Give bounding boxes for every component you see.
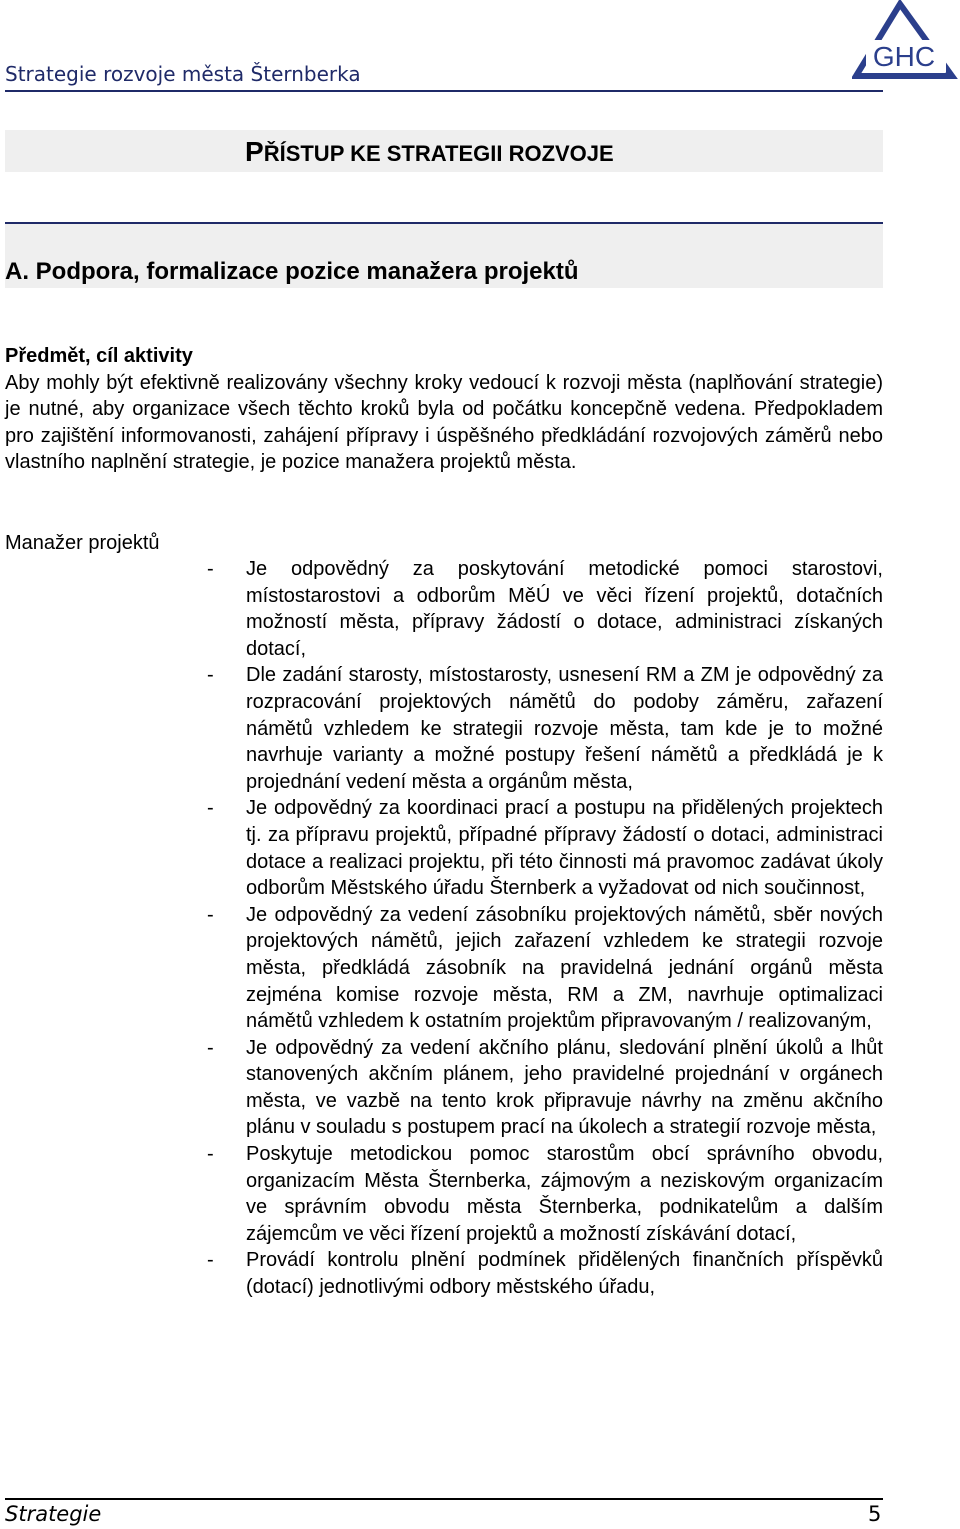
list-item [207, 1247, 883, 1300]
activity-text: Aby mohly být efektivně realizovány všechny kroky vedoucí k rozvoji města (naplňování strategie) je nutné, aby organizace všech těchto kroků byla od počátku koncepčně vedena. Předpokladem pro zajištění informovanosti, zahájení přípravy i úspěšného předkládání rozvojových záměrů nebo vlastního naplnění strategie, je pozice manažera projektů města. [5, 371, 883, 474]
list-item [207, 1035, 883, 1141]
list-item [207, 556, 883, 662]
section-title-rest: ŘÍSTUP KE STRATEGII ROZVOJE [263, 141, 614, 166]
bullet-dash: - [207, 903, 214, 926]
page-number: 5 [868, 1502, 882, 1526]
footer-rule [5, 1498, 883, 1500]
list-item [207, 662, 883, 795]
duty-text: Poskytuje metodickou pomoc starostům obcí správního obvodu, organizacím Města Šternberka, zájmovým a neziskovým organizacím ve správním obvodu města Šternberka, podnikatelům a dalším zájemcům ve věci řízení projektů a možností získávání dotací, [246, 1143, 883, 1245]
manager-duties-list [207, 556, 883, 1301]
list-item [207, 795, 883, 901]
list-item [207, 1141, 883, 1247]
manager-label: Manažer projektů [5, 532, 160, 554]
duty-text: Dle zadání starosty, místostarosty, usnesení RM a ZM je odpovědný za rozpracování projektových námětů do podoby záměru, zařazení námětů vzhledem ke strategii rozvoje města, tam kde je to možné navrhuje varianty a možné postupy řešení námětů a předkládá je k projednání vedení města a orgánům města, [246, 664, 883, 793]
duty-text: Je odpovědný za vedení zásobníku projektových námětů, sběr nových projektových námětů, jejich zařazení vzhledem ke strategii rozvoje města, předkládá zásobník na pravidelná jednání orgánů města zejména komise rozvoje města, RM a ZM, navrhuje optimalizaci námětů vzhledem k ostatním projektům připravovaným / realizovaným, [246, 903, 883, 1033]
duty-text: Provádí kontrolu plnění podmínek přidělených finančních příspěvků (dotací) jednotlivými odbory městského úřadu, [246, 1249, 883, 1299]
bullet-dash: - [207, 1249, 214, 1272]
subsection-title: A. Podpora, formalizace pozice manažera projektů [5, 258, 579, 285]
document-header-title: Strategie rozvoje města Šternberka [5, 62, 361, 86]
activity-paragraph [5, 343, 883, 476]
subsection-rule [5, 222, 883, 224]
header-rule [5, 90, 883, 92]
bullet-dash: - [207, 797, 214, 820]
duty-text: Je odpovědný za poskytování metodické pomoci starostovi, místostarostovi a odborům MěÚ ve věci řízení projektů, dotačních možností města, přípravy žádostí o dotace, administraci získaných dotací, [246, 558, 883, 660]
ghc-logo [852, 0, 958, 82]
bullet-dash: - [207, 558, 214, 580]
section-title [245, 136, 614, 168]
activity-heading: Předmět, cíl aktivity [5, 345, 193, 367]
bullet-dash: - [207, 1143, 214, 1166]
duty-text: Je odpovědný za vedení akčního plánu, sledování plnění úkolů a lhůt stanovených akčním plánem, jeho pravidelné projednání v orgánech města, ve vazbě na tento krok připravuje návrhy na změnu akčního plánu v souladu s postupem prací na úkolech a strategií rozvoje města, [246, 1036, 883, 1139]
logo-text: GHC [872, 41, 936, 72]
duty-text: Je odpovědný za koordinaci prací a postupu na přidělených projektech tj. za přípravu projektů, případné přípravy žádostí o dotaci, administraci dotace a realizaci projektu, při této činnosti má pravomoc zadávat úkoly odborům Městského úřadu Šternberk a vyžadovat od nich součinnost, [246, 797, 883, 900]
bullet-dash: - [207, 1036, 214, 1059]
list-item [207, 902, 883, 1035]
section-title-initial: P [245, 136, 264, 167]
bullet-dash: - [207, 664, 214, 687]
footer-label: Strategie [5, 1502, 102, 1526]
